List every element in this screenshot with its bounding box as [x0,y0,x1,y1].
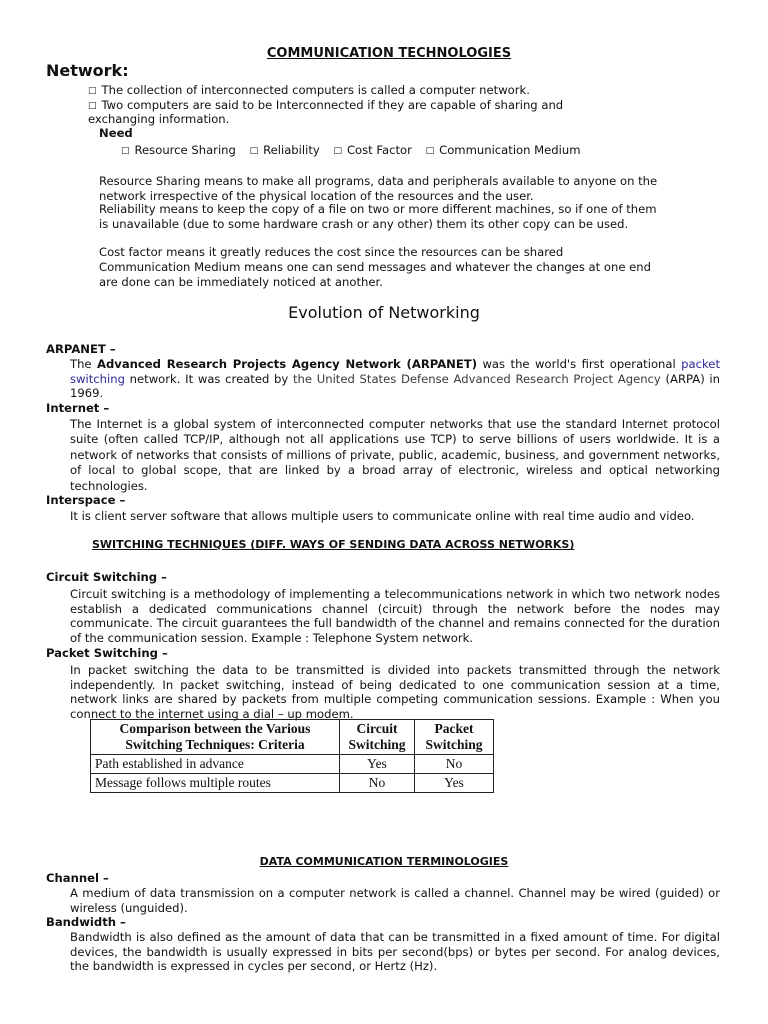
table-header-row [91,720,494,755]
circuit-switching-label: Circuit Switching – [46,570,167,584]
reliability-paragraph: Reliability means to keep the copy of a file on two or more different machines, so if one of them is unavailable (due to some hardware crash or any other) them its other copy can be used. [99,202,657,231]
page-title: COMMUNICATION TECHNOLOGIES [266,46,512,61]
arpanet-text-part: (ARPA) in 1969. [70,371,720,401]
communication-medium-paragraph: Communication Medium means one can send messages and whatever the changes at one end are done can be immediately noticed at another. [99,260,651,289]
need-item: □ Resource Sharing [121,143,236,157]
table-header: Packet Switching [415,720,494,755]
arpanet-name: Advanced Research Projects Agency Network (ARPANET) [97,357,477,371]
arpanet-text-part: The [70,357,98,371]
channel-text: A medium of data transmission on a computer network is called a channel. Channel may be wired (guided) or wireless (unguided). [70,886,720,915]
table-header: Comparison between the Various Switching Techniques: Criteria [91,720,340,755]
packet-switching-label: Packet Switching – [46,646,168,660]
cost-factor-paragraph: Cost factor means it greatly reduces the cost since the resources can be shared [99,245,564,259]
circuit-switching-text: Circuit switching is a methodology of implementing a telecommunications network in which two network nodes establish a dedicated communications channel (circuit) through the network before the nodes may communicate. The circuit guarantees the full bandwidth of the channel and remains connected for the duration of the communication session. Example : Telephone System network. [70,587,720,645]
network-heading: Network: [46,61,129,80]
network-bullet-continuation: exchanging information. [88,112,230,126]
packet-switching-link[interactable]: packet switching [70,357,720,386]
packet-switching-text: In packet switching the data to be transmitted is divided into packets transmitted through the network independently. In packet switching, instead of being dedicated to one communication session at a time, network links are shared by packets from multiple competing communication sessions. Example : When you connect to the internet using a dial – up modem. [70,663,720,721]
arpanet-label: ARPANET – [46,342,116,356]
needs-list [121,143,591,160]
bandwidth-label: Bandwidth – [46,915,126,929]
channel-label: Channel – [46,871,109,885]
table-cell: Message follows multiple routes [91,774,340,793]
arpanet-text-part: network. It was created by [124,371,293,386]
table-header: Circuit Switching [340,720,415,755]
arpanet-text-part: was the world's first operational [477,357,682,371]
internet-text: The Internet is a global system of interconnected computer networks that use the standard Internet protocol suite (often called TCP/IP, although not all applications use TCP) to serve billions of users worldwide. It is a network of networks that consists of millions of private, public, academic, business, and government networks, of local to global scope, that are linked by a broad array of electronic, wireless and optical networking technologies. [70,417,720,493]
internet-label: Internet – [46,401,110,415]
need-item: □ Cost Factor [333,143,411,157]
switching-heading: SWITCHING TECHNIQUES (DIFF. WAYS OF SENDING DATA ACROSS NETWORKS) [92,538,575,551]
evolution-heading: Evolution of Networking [288,303,480,322]
resource-sharing-paragraph: Resource Sharing means to make all programs, data and peripherals available to anyone on the network irrespective of the physical location of the resources and the user. [99,174,658,203]
table-cell: Yes [340,755,415,774]
table-cell: Yes [415,774,494,793]
table-cell: Path established in advance [91,755,340,774]
table-cell: No [415,755,494,774]
network-bullet: □ Two computers are said to be Interconnected if they are capable of sharing and [88,98,563,115]
table-cell: No [340,774,415,793]
interspace-label: Interspace – [46,493,126,507]
terminology-heading: DATA COMMUNICATION TERMINOLOGIES [259,855,509,868]
network-bullet: □ The collection of interconnected computers is called a computer network. [88,83,530,100]
table-row [91,755,494,774]
arpa-organization: the United States Defense Advanced Research Project Agency [293,371,661,386]
interspace-text: It is client server software that allows multiple users to communicate online with real time audio and video. [70,509,695,523]
switching-comparison-table [90,719,494,793]
table-row [91,774,494,793]
need-item: □ Reliability [250,143,320,157]
arpanet-text [70,357,720,401]
bandwidth-text: Bandwidth is also defined as the amount of data that can be transmitted in a fixed amount of time. For digital devices, the bandwidth is usually expressed in bits per second(bps) or bytes per second. For analog devices, the bandwidth is expressed in cycles per second, or Hertz (Hz). [70,930,720,974]
need-label: Need [99,126,133,140]
need-item: □ Communication Medium [426,143,581,157]
